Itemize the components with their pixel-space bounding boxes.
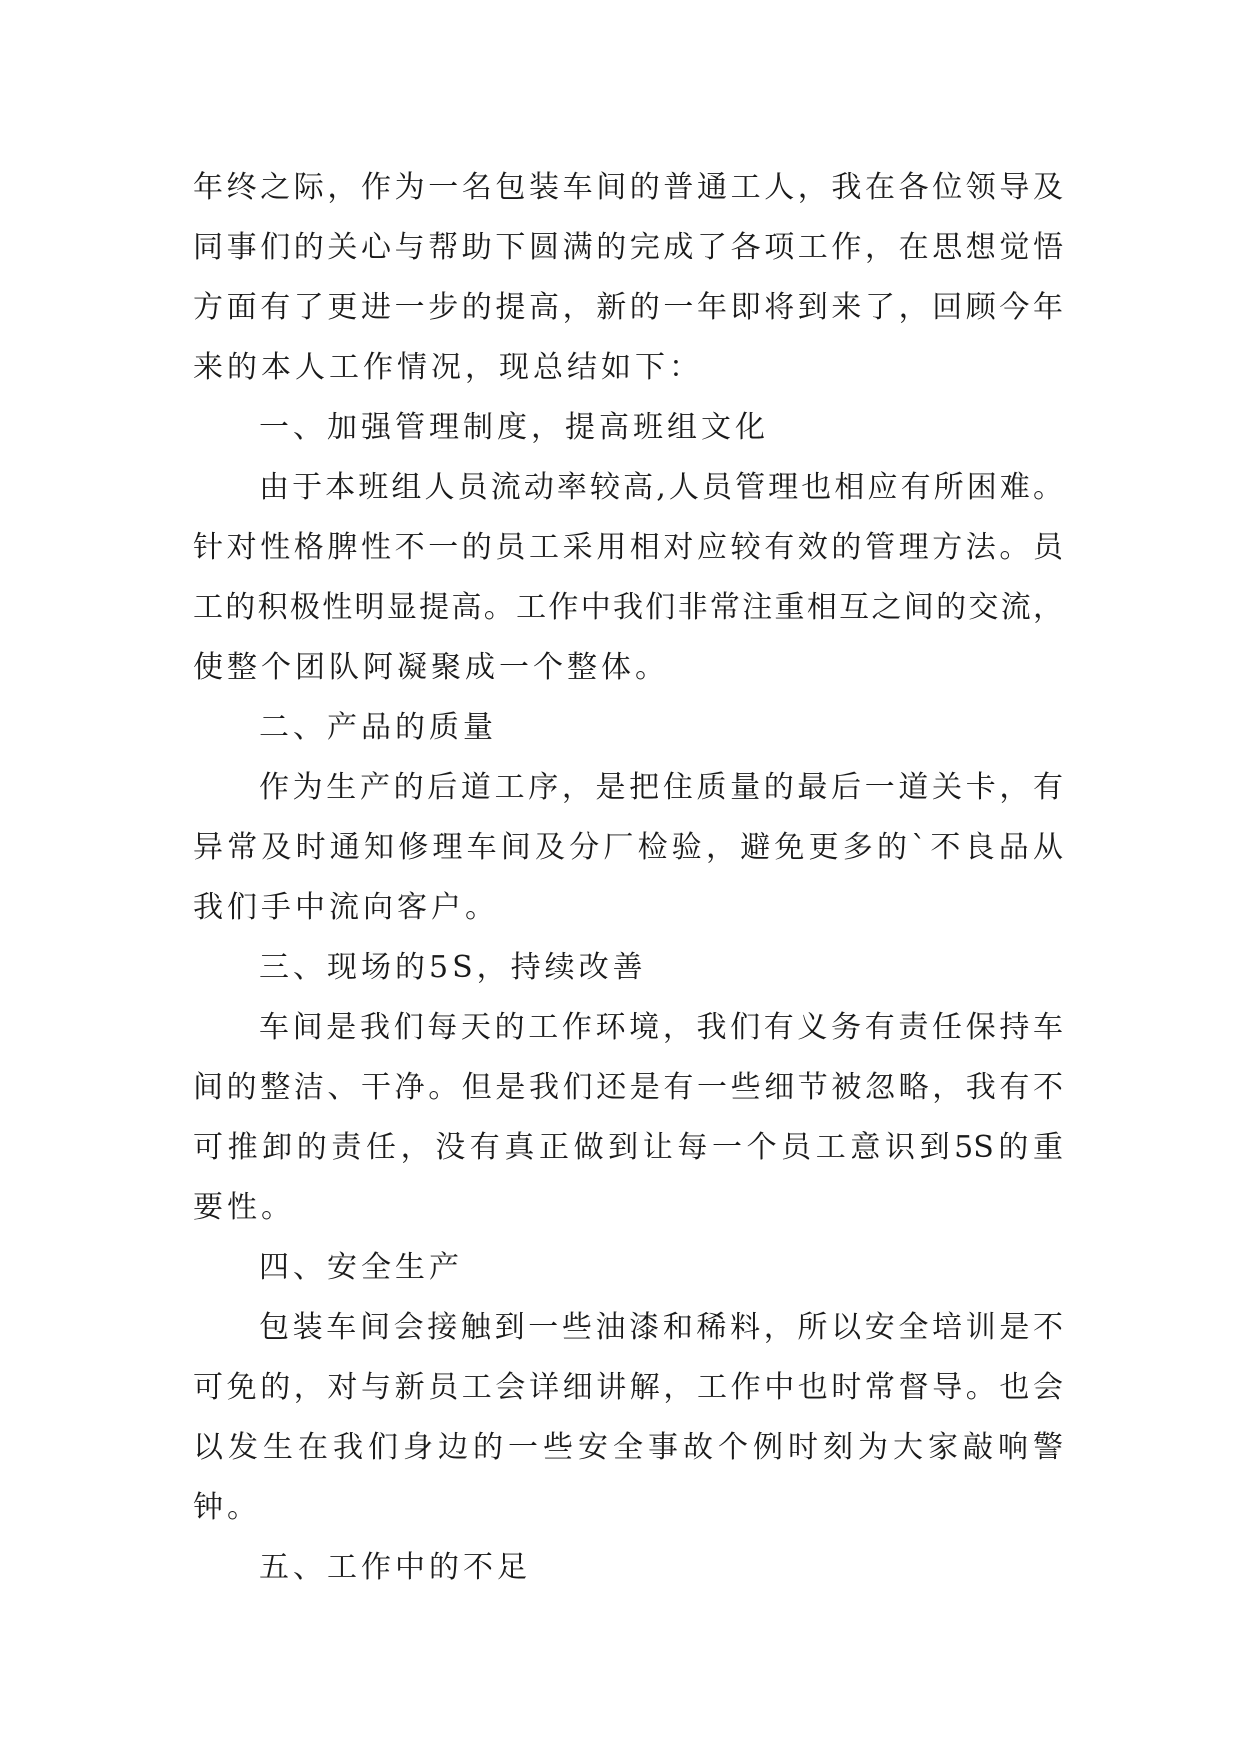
text-line: 我们手中流向客户。 — [193, 890, 499, 925]
section-heading: 五、工作中的不足 — [259, 1550, 531, 1585]
text-line: 包装车间会接触到一些油漆和稀料，所以安全培训是不 — [259, 1310, 1063, 1345]
text-line: 钟。 — [193, 1490, 261, 1525]
text-line: 工的积极性明显提高。工作中我们非常注重相互之间的交流， — [193, 590, 1063, 625]
text-line: 异常及时通知修理车间及分厂检验，避免更多的`不良品从 — [193, 830, 1063, 865]
text-line: 由于本班组人员流动率较高,人员管理也相应有所困难。 — [259, 470, 1063, 505]
text-line: 年终之际，作为一名包装车间的普通工人，我在各位领导及 — [193, 170, 1063, 205]
text-line: 方面有了更进一步的提高，新的一年即将到来了，回顾今年 — [193, 290, 1063, 325]
text-line: 要性。 — [193, 1190, 295, 1225]
text-line: 使整个团队阿凝聚成一个整体。 — [193, 650, 669, 685]
text-line: 间的整洁、干净。但是我们还是有一些细节被忽略，我有不 — [193, 1070, 1063, 1105]
text-line: 来的本人工作情况，现总结如下： — [193, 350, 703, 385]
text-line: 可免的，对与新员工会详细讲解，工作中也时常督导。也会 — [193, 1370, 1063, 1405]
text-line: 车间是我们每天的工作环境，我们有义务有责任保持车 — [259, 1010, 1063, 1045]
text-line: 作为生产的后道工序，是把住质量的最后一道关卡，有 — [259, 770, 1063, 805]
section-heading: 三、现场的5S，持续改善 — [259, 950, 647, 985]
text-line: 可推卸的责任，没有真正做到让每一个员工意识到5S的重 — [193, 1130, 1063, 1165]
section-heading: 二、产品的质量 — [259, 710, 497, 745]
text-line: 以发生在我们身边的一些安全事故个例时刻为大家敲响警 — [193, 1430, 1063, 1465]
section-heading: 一、加强管理制度，提高班组文化 — [259, 410, 769, 445]
text-line: 同事们的关心与帮助下圆满的完成了各项工作，在思想觉悟 — [193, 230, 1063, 265]
text-line: 针对性格脾性不一的员工采用相对应较有效的管理方法。员 — [193, 530, 1063, 565]
document-body — [193, 158, 1063, 1598]
section-heading: 四、安全生产 — [259, 1250, 463, 1285]
